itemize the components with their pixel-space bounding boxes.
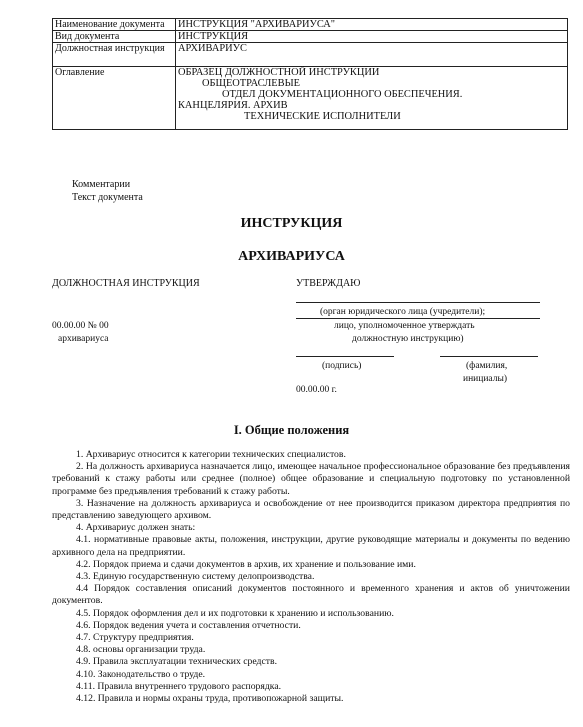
paragraph: 3. Назначение на должность архивариуса и освобождение от нее производится приказом директора предприятия по представлению заведующего архивом.: [52, 497, 570, 522]
name-line: [440, 356, 538, 357]
job-description-heading: ДОЛЖНОСТНАЯ ИНСТРУКЦИЯ: [52, 278, 200, 289]
approve-line: [296, 318, 540, 319]
toc-cell: [176, 67, 568, 130]
paragraph: 4.7. Структуру предприятия.: [76, 632, 194, 644]
toc-line: ОБЩЕОТРАСЛЕВЫЕ: [202, 78, 300, 89]
meta-key: Наименование документа: [53, 19, 176, 31]
meta-value: АРХИВАРИУС: [176, 43, 568, 67]
paragraph: 4.4 Порядок составления описаний документов постоянного и временного хранения и актов об уничтожении документов.: [52, 583, 570, 607]
table-row: [53, 43, 568, 67]
table-row: [53, 31, 568, 43]
signature-label: (подпись): [322, 361, 362, 371]
approve-person-label: лицо, уполномоченное утверждать: [334, 321, 475, 331]
paragraph: 1. Архивариус относится к категории технических специалистов.: [76, 449, 346, 460]
signature-line: [296, 356, 394, 357]
paragraph: 4.12. Правила и нормы охраны труда, противопожарной защиты.: [76, 693, 344, 705]
surname-label: (фамилия,: [466, 361, 508, 371]
paragraph: 4.3. Единую государственную систему делопроизводства.: [76, 571, 315, 583]
paragraph: 4.10. Законодательство о труде.: [76, 668, 206, 680]
document-body: [52, 449, 570, 705]
meta-value: ИНСТРУКЦИЯ "АРХИВАРИУСА": [176, 19, 568, 31]
meta-key: Оглавление: [53, 67, 176, 130]
table-row: [53, 67, 568, 130]
metadata-table: [52, 18, 568, 130]
table-row: [53, 19, 568, 31]
paragraph: 4. Архивариус должен знать:: [76, 522, 196, 534]
comments-block: [72, 178, 143, 204]
initials-label: инициалы): [463, 374, 508, 384]
toc-line: ОБРАЗЕЦ ДОЛЖНОСТНОЙ ИНСТРУКЦИИ: [178, 67, 380, 78]
toc-line: ТЕХНИЧЕСКИЕ ИСПОЛНИТЕЛИ: [244, 111, 401, 122]
paragraph: 4.5. Порядок оформления дел и их подготовки к хранению и использованию.: [76, 607, 394, 619]
document-number: 00.00.00 № 00: [52, 321, 109, 331]
paragraph: 4.11. Правила внутреннего трудового распорядка.: [76, 680, 282, 692]
meta-key: Вид документа: [53, 31, 176, 43]
approve-person-label-2: должностную инструкцию): [352, 334, 464, 344]
toc-line: ОТДЕЛ ДОКУМЕНТАЦИОННОГО ОБЕСПЕЧЕНИЯ.: [222, 89, 463, 100]
paragraph: 4.1. нормативные правовые акты, положения, инструкции, другие руководящие материалы и документы по ведению архивного дела на предприятии.: [52, 534, 570, 558]
paragraph: 4.8. основы организации труда.: [76, 644, 206, 656]
toc-line: КАНЦЕЛЯРИЯ. АРХИВ: [178, 100, 288, 111]
document-title: ИНСТРУКЦИЯ: [240, 216, 343, 231]
meta-value: ИНСТРУКЦИЯ: [176, 31, 568, 43]
meta-key: Должностная инструкция: [53, 43, 176, 67]
paragraph: 4.9. Правила эксплуатации технических средств.: [76, 656, 278, 668]
approve-date: 00.00.00 г.: [296, 385, 337, 395]
paragraph: 2. На должность архивариуса назначается лицо, имеющее начальное профессиональное образование без предъявления требований к стажу работы или среднее (полное) общее образование и специальную подготовку по установленной программе без предъявления требований к стажу работы.: [52, 461, 570, 497]
paragraph: 4.2. Порядок приема и сдачи документов в архив, их хранение и пользование ими.: [76, 558, 416, 570]
position-name: архивариуса: [58, 334, 109, 344]
document-subtitle: АРХИВАРИУСА: [238, 249, 345, 264]
section-title: I. Общие положения: [233, 423, 350, 437]
approve-line: [296, 302, 540, 303]
comments-label: Комментарии: [72, 179, 131, 190]
approve-heading: УТВЕРЖДАЮ: [296, 278, 361, 289]
document-text-label: Текст документа: [72, 192, 143, 203]
paragraph: 4.6. Порядок ведения учета и составления отчетности.: [76, 619, 301, 631]
approve-org-label: (орган юридического лица (учредители);: [320, 307, 486, 317]
